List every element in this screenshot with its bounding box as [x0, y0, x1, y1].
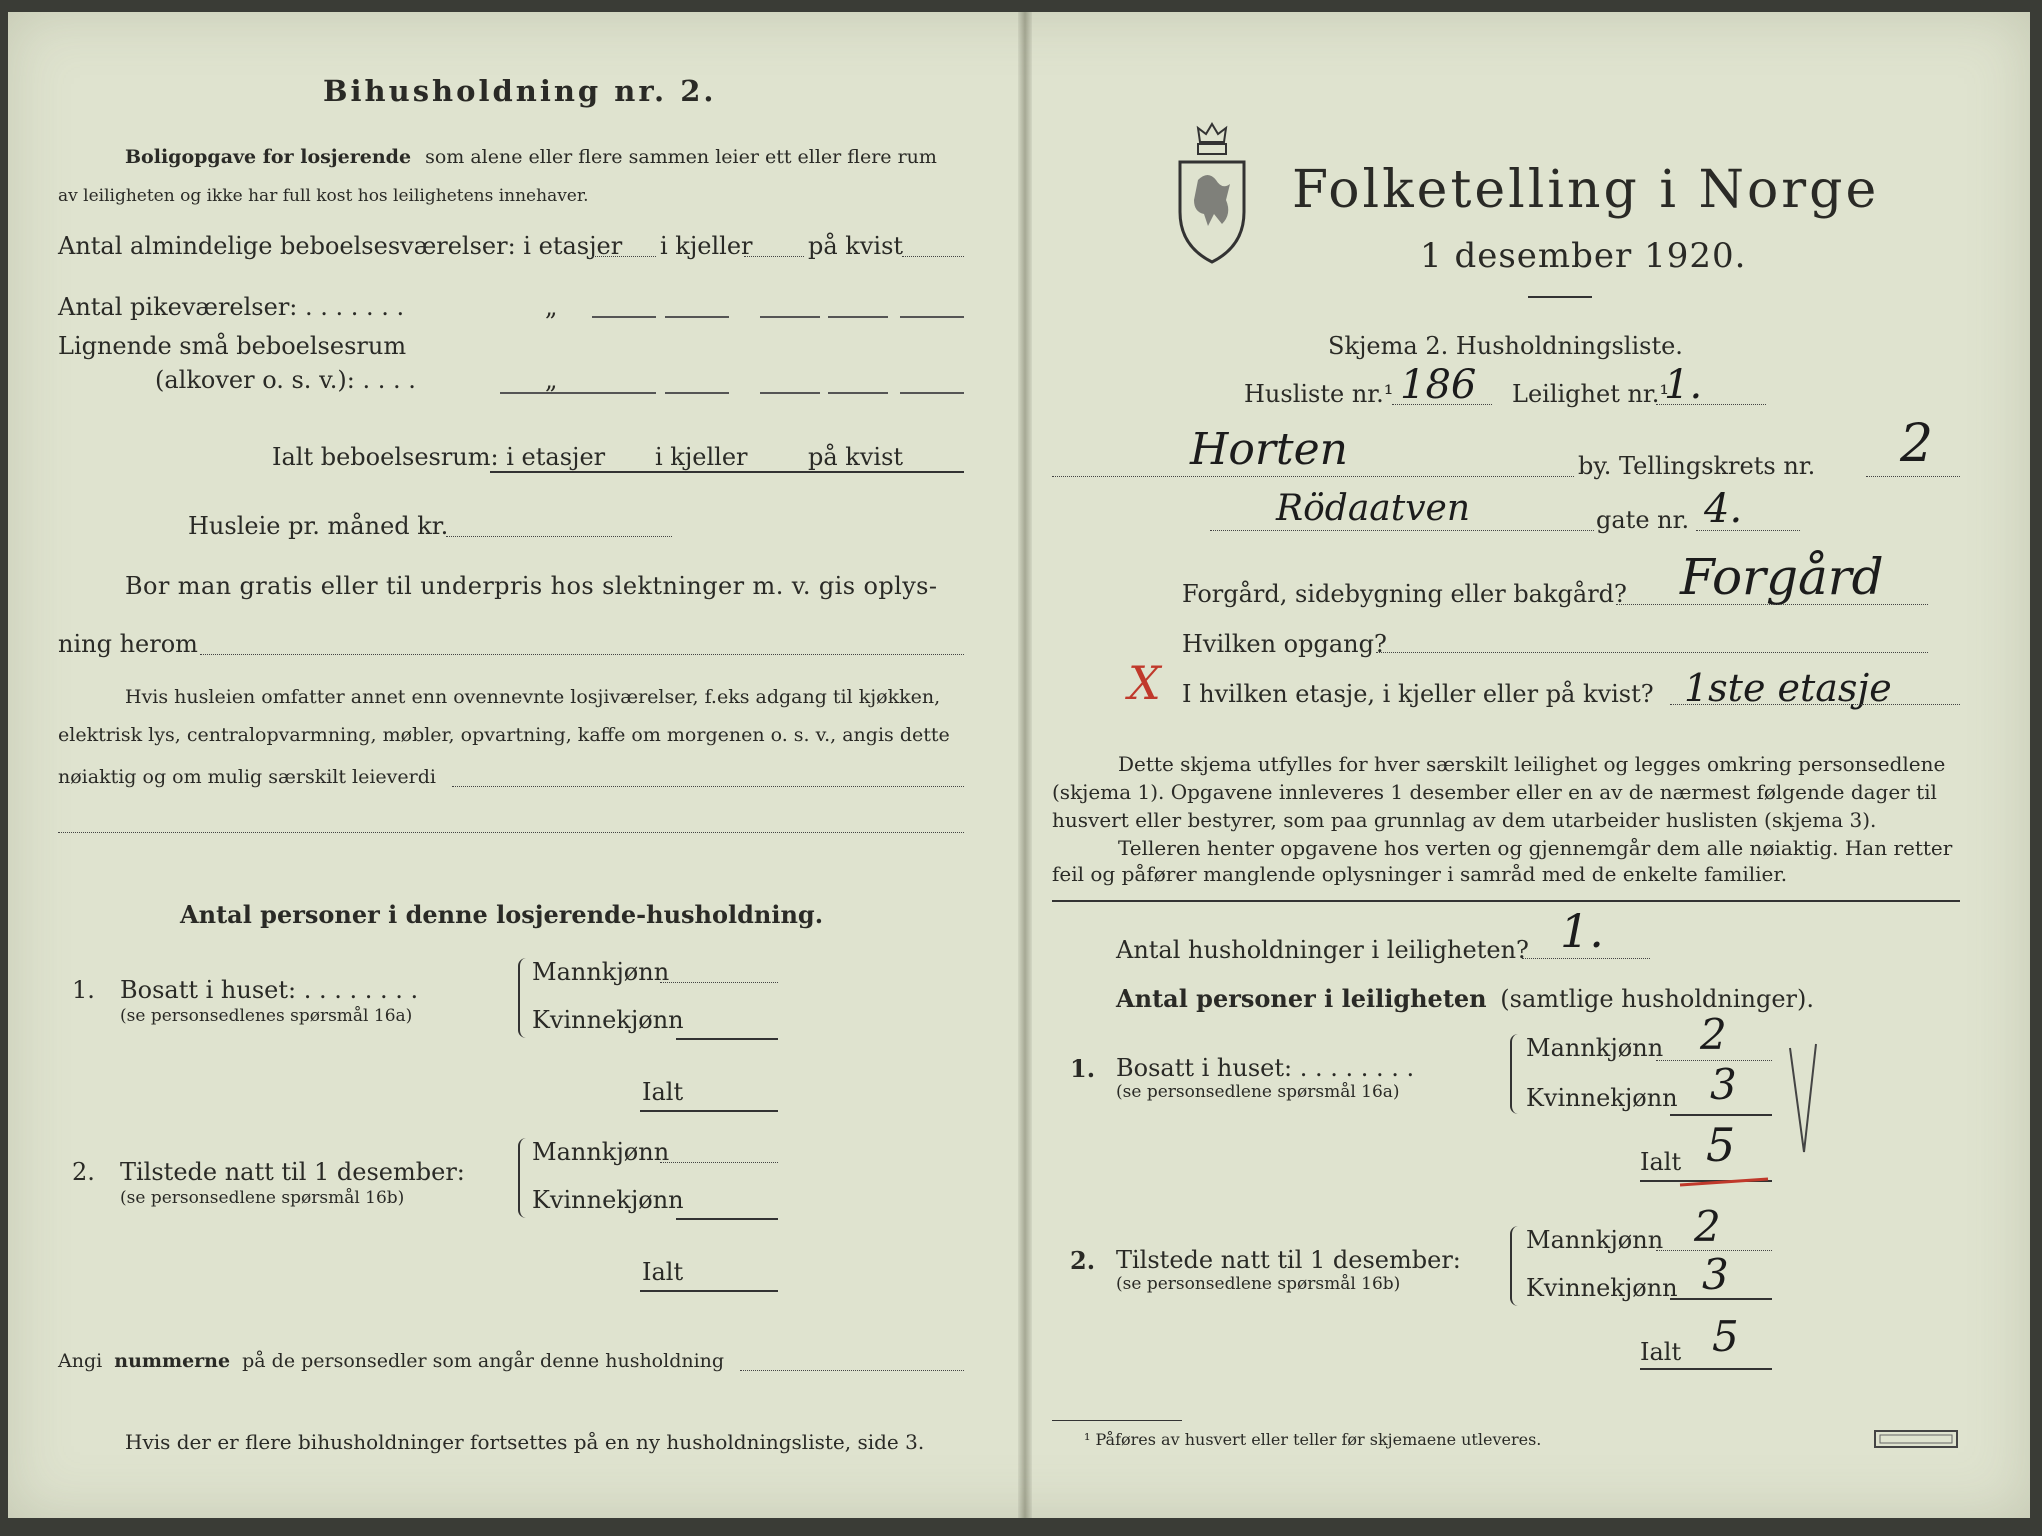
street-value: Rödaatven — [1276, 488, 1471, 529]
left-q2-mann-label: Mannkjønn — [532, 1138, 670, 1166]
right-q2-num: 2. — [1070, 1246, 1096, 1275]
alkover-field-2[interactable] — [665, 392, 729, 394]
ialt-kvist-label: på kvist — [808, 443, 904, 471]
right-q2-ialt-field[interactable] — [1640, 1368, 1772, 1370]
gratis-field[interactable] — [200, 654, 964, 655]
leieverdi-field[interactable] — [452, 786, 964, 787]
left-q2-sub: (se personsedlene spørsmål 16b) — [120, 1188, 405, 1208]
title-rule — [1528, 296, 1592, 298]
husliste-label: Husliste nr.¹ — [1244, 380, 1394, 408]
opgang-label: Hvilken opgang? — [1182, 630, 1387, 658]
left-q1-ialt-label: Ialt — [642, 1078, 684, 1106]
right-persons-bold: Antal personer i leiligheten — [1116, 984, 1487, 1013]
angi-a: Angi — [58, 1350, 103, 1372]
right-q1-label: Bosatt i huset: . . . . . . . . — [1116, 1054, 1415, 1082]
street-field[interactable] — [1210, 530, 1594, 531]
info-b: (skjema 1). Opgavene innleveres 1 desember eller en av de nærmest følgende dager til — [1052, 780, 1937, 804]
right-q1-mann-label: Mannkjønn — [1526, 1034, 1664, 1062]
leieverdi-field-2[interactable] — [58, 832, 964, 833]
rooms-etasjer-field[interactable] — [592, 256, 656, 257]
left-intro-bold: Boligopgave for losjerende — [125, 146, 412, 168]
right-q2-kvinne-value: 3 — [1702, 1250, 1729, 1299]
left-q1-label: Bosatt i huset: . . . . . . . . — [120, 976, 419, 1004]
alkover-field-5[interactable] — [900, 392, 964, 394]
left-q2-num: 2. — [72, 1158, 95, 1186]
right-q1-ialt-value: 5 — [1706, 1118, 1736, 1172]
pike-etasjer-field[interactable] — [592, 316, 656, 318]
pike-kjeller-field[interactable] — [665, 316, 729, 318]
forgard-value: Forgård — [1680, 548, 1884, 606]
left-q2-ialt-label: Ialt — [642, 1258, 684, 1286]
info-e: feil og påfører manglende oplysninger i samråd med de enkelte familier. — [1052, 862, 1788, 886]
left-q1-brace — [518, 958, 530, 1038]
right-date: 1 desember 1920. — [1420, 236, 1747, 276]
pike-extra2-field[interactable] — [900, 316, 964, 318]
left-q1-kvinne-label: Kvinnekjønn — [532, 1006, 684, 1034]
city-field[interactable] — [1052, 476, 1574, 477]
alkover-ditto: „ — [545, 366, 558, 394]
ialt-rooms-underline — [490, 471, 964, 473]
alkover-field-4[interactable] — [828, 392, 888, 394]
hvis-text-c: nøiaktig og om mulig særskilt leieverdi — [58, 766, 436, 788]
pike-row-label: Antal pikeværelser: . . . . . . . — [58, 293, 405, 321]
left-q1-ialt-field[interactable] — [640, 1110, 778, 1112]
info-c: husvert eller bestyrer, som paa grunnlag av dem utarbeider huslisten (skjema 3). — [1052, 808, 1877, 832]
etasje-label: I hvilken etasje, i kjeller eller på kvist? — [1182, 680, 1654, 708]
schema-label: Skjema 2. Husholdningsliste. — [1328, 332, 1683, 360]
leilighet-value: 1. — [1664, 362, 1703, 408]
gate-field[interactable] — [1696, 530, 1800, 531]
left-q2-label: Tilstede natt til 1 desember: — [120, 1158, 465, 1186]
ialt-kjeller-label: i kjeller — [655, 443, 748, 471]
leilighet-field[interactable] — [1656, 404, 1766, 405]
husliste-field[interactable] — [1392, 404, 1492, 405]
husleie-label: Husleie pr. måned kr. — [188, 512, 449, 540]
right-q1-num: 1. — [1070, 1054, 1096, 1083]
right-q1-ialt-strike — [1678, 1172, 1770, 1180]
rooms-kvist-label: på kvist — [808, 232, 904, 260]
info-a: Dette skjema utfylles for hver særskilt leilighet og legges omkring personsedlene — [1118, 752, 1946, 776]
right-title: Folketelling i Norge — [1292, 160, 1880, 220]
krets-field[interactable] — [1866, 476, 1960, 477]
left-q1-num: 1. — [72, 976, 95, 1004]
forgard-label: Forgård, sidebygning eller bakgård? — [1182, 580, 1627, 608]
angi-text — [58, 1350, 724, 1372]
rooms-row-label: Antal almindelige beboelsesværelser: i etasjer — [58, 232, 623, 260]
husleie-field[interactable] — [446, 536, 672, 537]
by-label: by. Tellingskrets nr. — [1578, 452, 1816, 480]
etasje-field[interactable] — [1670, 704, 1960, 705]
alkover-label-b: (alkover o. s. v.): . . . . — [155, 366, 416, 394]
left-persons-heading: Antal personer i denne losjerende-husholdning. — [180, 900, 824, 929]
hvis-text-b: elektrisk lys, centralopvarmning, møbler, opvartning, kaffe om morgenen o. s. v., angis dette — [58, 724, 950, 746]
right-footnote: ¹ Påføres av husvert eller teller før skjemaene utleveres. — [1084, 1430, 1542, 1449]
pike-ditto: „ — [545, 293, 558, 321]
printer-stamp-icon — [1874, 1430, 1958, 1448]
gratis-text-b: ning herom — [58, 630, 198, 658]
coat-of-arms-icon — [1172, 120, 1252, 270]
forgard-field[interactable] — [1616, 604, 1928, 605]
left-q1-mann-label: Mannkjønn — [532, 958, 670, 986]
left-q2-kvinne-field[interactable] — [676, 1218, 778, 1220]
left-q1-sub: (se personsedlenes spørsmål 16a) — [120, 1006, 413, 1026]
right-persons-rest: (samtlige husholdninger). — [1500, 985, 1815, 1013]
gate-value: 4. — [1704, 486, 1743, 532]
gratis-text-a: Bor man gratis eller til underpris hos slektninger m. v. gis oplys- — [125, 572, 938, 600]
right-q2-brace — [1510, 1226, 1522, 1306]
left-q2-kvinne-label: Kvinnekjønn — [532, 1186, 684, 1214]
left-title: Bihusholdning nr. 2. — [323, 74, 717, 108]
rooms-kjeller-label: i kjeller — [660, 232, 753, 260]
info-d: Telleren henter opgavene hos verten og gjennemgår dem alle nøiaktig. Han retter — [1118, 836, 1953, 860]
left-intro-1 — [125, 146, 937, 168]
left-footer: Hvis der er flere bihusholdninger fortsettes på en ny husholdningsliste, side 3. — [125, 1430, 925, 1454]
hush-label: Antal husholdninger i leiligheten? — [1116, 936, 1529, 964]
opgang-field[interactable] — [1376, 652, 1928, 653]
alkover-field-3[interactable] — [760, 392, 820, 394]
rooms-kvist-field[interactable] — [902, 256, 964, 257]
angi-b: nummerne — [114, 1350, 231, 1372]
info-rule — [1052, 900, 1960, 902]
right-persons-heading — [1116, 984, 1814, 1013]
rooms-kjeller-field[interactable] — [744, 256, 804, 257]
right-q1-ialt-label: Ialt — [1640, 1148, 1682, 1176]
right-q2-mann-label: Mannkjønn — [1526, 1226, 1664, 1254]
etasje-mark: X — [1128, 656, 1161, 710]
right-q1-mann-value: 2 — [1700, 1010, 1727, 1059]
right-q2-sub: (se personsedlene spørsmål 16b) — [1116, 1274, 1401, 1294]
leilighet-label: Leilighet nr.¹ — [1512, 380, 1670, 408]
page-fold — [1018, 12, 1032, 1518]
krets-value: 2 — [1900, 414, 1934, 474]
alkover-label-a: Lignende små beboelsesrum — [58, 332, 407, 360]
angi-c: på de personsedler som angår denne husholdning — [242, 1350, 725, 1372]
angi-field[interactable] — [740, 1370, 964, 1371]
right-q2-kvinne-field[interactable] — [1670, 1298, 1772, 1300]
left-q2-ialt-field[interactable] — [640, 1290, 778, 1292]
footnote-rule — [1052, 1420, 1182, 1421]
right-q1-kvinne-value: 3 — [1710, 1060, 1737, 1109]
etasje-value: 1ste etasje — [1684, 666, 1892, 710]
gate-label: gate nr. — [1596, 506, 1690, 534]
right-q2-label: Tilstede natt til 1 desember: — [1116, 1246, 1461, 1274]
alkover-field-1[interactable] — [500, 392, 656, 394]
right-q1-sub: (se personsedlene spørsmål 16a) — [1116, 1082, 1400, 1102]
left-intro-rest: som alene eller flere sammen leier ett eller flere rum — [425, 146, 937, 168]
left-q1-kvinne-field[interactable] — [676, 1038, 778, 1040]
hvis-text-a: Hvis husleien omfatter annet enn ovennevnte losjiværelser, f.eks adgang til kjøkken, — [125, 686, 941, 708]
ialt-rooms-label: Ialt beboelsesrum: i etasjer — [272, 443, 606, 471]
pike-kvist-field[interactable] — [760, 316, 820, 318]
check-tick-mark — [1786, 1040, 1826, 1160]
left-q2-brace — [518, 1138, 530, 1218]
right-q1-kvinne-label: Kvinnekjønn — [1526, 1084, 1678, 1112]
right-q2-ialt-value: 5 — [1712, 1312, 1739, 1361]
husliste-value: 186 — [1400, 362, 1477, 408]
hush-field[interactable] — [1522, 958, 1650, 959]
left-q2-mann-field[interactable] — [660, 1162, 778, 1163]
left-q1-mann-field[interactable] — [660, 982, 778, 983]
pike-extra-field[interactable] — [828, 316, 888, 318]
left-intro-2: av leiligheten og ikke har full kost hos leilighetens innehaver. — [58, 186, 589, 206]
right-q2-mann-value: 2 — [1694, 1202, 1721, 1251]
right-q1-brace — [1510, 1034, 1522, 1114]
right-q1-kvinne-field[interactable] — [1670, 1114, 1772, 1116]
right-q2-kvinne-label: Kvinnekjønn — [1526, 1274, 1678, 1302]
hush-value: 1. — [1560, 904, 1604, 958]
right-q2-ialt-label: Ialt — [1640, 1338, 1682, 1366]
city-value: Horten — [1190, 424, 1348, 475]
